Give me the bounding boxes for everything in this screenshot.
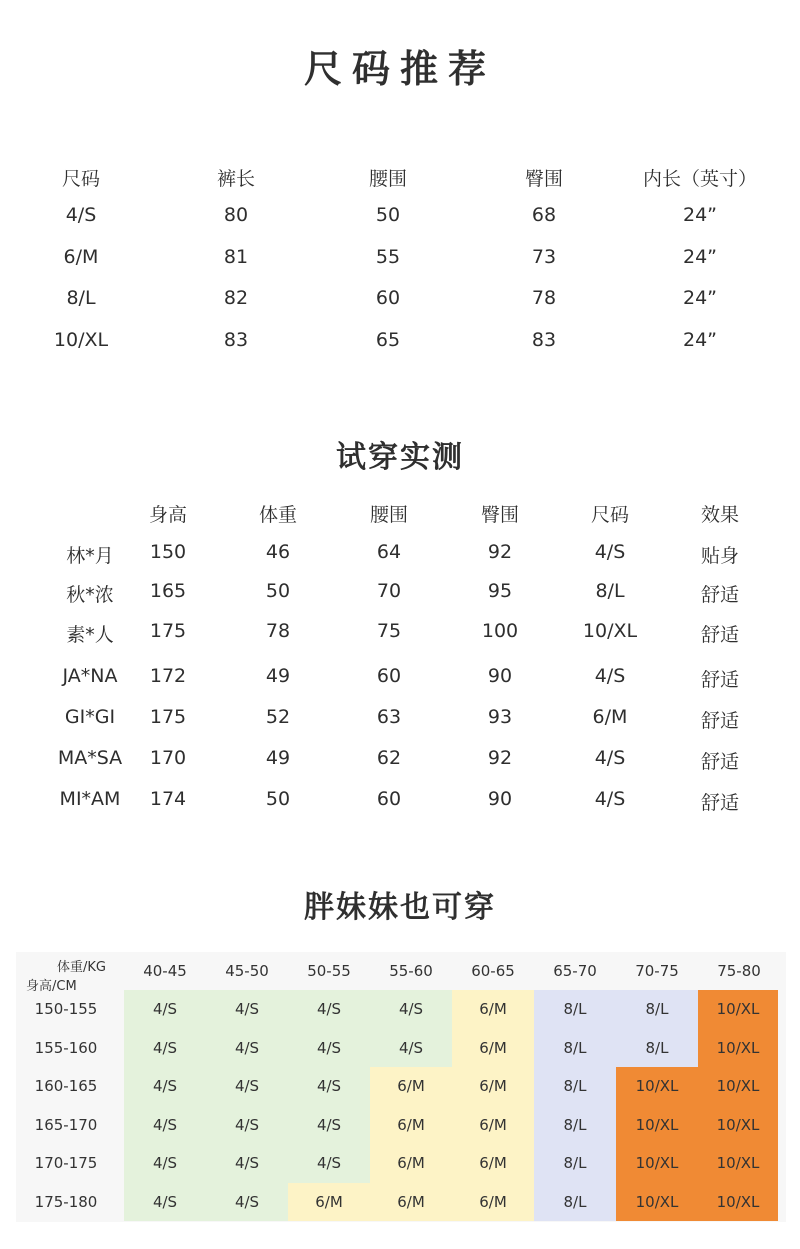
size-grid-cell: 4/S [124, 1183, 206, 1222]
try-on-cell: 49 [265, 665, 291, 687]
try-on-cell: 175 [149, 620, 187, 642]
try-on-cell: 165 [149, 580, 187, 602]
try-on-cell: 49 [265, 747, 291, 769]
try-on-cell: 4/S [594, 747, 626, 769]
size-grid-cell: 4/S [124, 1067, 206, 1106]
size-grid-cell: 10/XL [698, 990, 778, 1029]
size-grid-cell: 4/S [288, 990, 370, 1029]
size-grid-cell: 4/S [288, 1144, 370, 1183]
try-on-cell: 4/S [594, 788, 626, 810]
height-range-label: 160-165 [34, 1077, 98, 1095]
try-on-cell: 150 [149, 541, 187, 563]
try-on-title: 试穿实测 [336, 440, 464, 475]
weight-range-header: 55-60 [389, 962, 433, 980]
size-grid-cell: 10/XL [616, 1144, 698, 1183]
size-grid-cell: 6/M [452, 1106, 534, 1145]
try-on-cell: 93 [487, 706, 513, 728]
size-grid-cell: 6/M [370, 1067, 452, 1106]
size-grid-cell: 8/L [534, 1183, 616, 1222]
size-grid-cell: 6/M [452, 1067, 534, 1106]
plus-size-title: 胖妹妹也可穿 [304, 890, 496, 925]
size-table-header: 内长（英寸） [642, 168, 757, 190]
size-grid-cell: 6/M [370, 1183, 452, 1222]
weight-range-header: 65-70 [553, 962, 597, 980]
size-table-cell: 24” [682, 329, 718, 351]
size-grid-cell: 4/S [370, 990, 452, 1029]
size-grid-cell: 10/XL [616, 1067, 698, 1106]
try-on-cell: 4/S [594, 541, 626, 563]
try-on-cell: 92 [487, 541, 513, 563]
size-grid-cell: 4/S [288, 1067, 370, 1106]
size-table-cell: 81 [223, 246, 249, 268]
try-on-cell: 8/L [595, 580, 625, 602]
try-on-cell: 64 [376, 541, 402, 563]
try-on-cell: 6/M [592, 706, 628, 728]
size-grid-cell: 6/M [452, 1183, 534, 1222]
try-on-cell: 林*月 [66, 545, 114, 567]
size-grid-cell: 6/M [370, 1144, 452, 1183]
size-grid-cell: 6/M [370, 1106, 452, 1145]
size-grid-cell: 8/L [534, 1067, 616, 1106]
try-on-cell: 50 [265, 788, 291, 810]
try-on-cell: 62 [376, 747, 402, 769]
try-on-cell: 92 [487, 747, 513, 769]
size-grid-cell: 4/S [288, 1029, 370, 1068]
size-grid-cell: 4/S [206, 1029, 288, 1068]
try-on-cell: MI*AM [59, 788, 121, 810]
weight-range-header: 40-45 [143, 962, 187, 980]
size-grid-cell: 4/S [206, 1106, 288, 1145]
size-table-cell: 60 [375, 287, 401, 309]
size-table-cell: 6/M [63, 246, 99, 268]
size-table-cell: 10/XL [53, 329, 109, 351]
size-table-cell: 80 [223, 204, 249, 226]
try-on-cell: 舒适 [700, 669, 739, 691]
size-grid-cell: 6/M [452, 1144, 534, 1183]
try-on-cell: 60 [376, 665, 402, 687]
size-table-cell: 24” [682, 246, 718, 268]
size-table-cell: 83 [223, 329, 249, 351]
size-grid-cell: 10/XL [616, 1106, 698, 1145]
try-on-cell: 78 [265, 620, 291, 642]
size-grid-cell: 8/L [534, 990, 616, 1029]
weight-range-header: 50-55 [307, 962, 351, 980]
size-grid-cell: 4/S [206, 1067, 288, 1106]
size-grid-cell: 4/S [124, 1029, 206, 1068]
try-on-cell: GI*GI [64, 706, 116, 728]
size-table-cell: 78 [531, 287, 557, 309]
try-on-cell: 舒适 [700, 751, 739, 773]
size-table-cell: 4/S [65, 204, 97, 226]
size-grid-cell: 4/S [124, 1144, 206, 1183]
try-on-cell: 舒适 [700, 792, 739, 814]
try-on-cell: 4/S [594, 665, 626, 687]
try-on-header: 身高 [148, 504, 187, 526]
size-table-cell: 8/L [66, 287, 96, 309]
height-range-label: 175-180 [34, 1192, 98, 1211]
try-on-cell: 10/XL [582, 620, 638, 642]
grid-corner-weight-label: 体重/KG [57, 960, 106, 975]
size-grid-cell: 10/XL [698, 1183, 778, 1222]
try-on-cell: 50 [265, 580, 291, 602]
size-table-cell: 50 [375, 204, 401, 226]
size-grid-cell: 4/S [370, 1029, 452, 1068]
height-range-label: 150-155 [34, 1000, 98, 1018]
weight-range-header: 75-80 [717, 962, 761, 980]
size-grid-cell: 10/XL [698, 1144, 778, 1183]
try-on-cell: 75 [376, 620, 402, 642]
size-recommend-title: 尺码推荐 [303, 47, 496, 91]
height-range-label: 165-170 [34, 1115, 98, 1134]
try-on-cell: 175 [149, 706, 187, 728]
try-on-header: 腰围 [369, 504, 408, 526]
size-table-header: 臀围 [524, 168, 563, 190]
size-table-header: 尺码 [61, 168, 100, 190]
try-on-cell: JA*NA [62, 665, 118, 687]
try-on-cell: 52 [265, 706, 291, 728]
try-on-cell: 贴身 [700, 545, 739, 567]
try-on-cell: 90 [487, 665, 513, 687]
size-table-cell: 65 [375, 329, 401, 351]
size-grid-cell: 4/S [206, 1144, 288, 1183]
try-on-cell: 100 [481, 620, 519, 642]
size-grid-cell: 4/S [124, 990, 206, 1029]
size-table-cell: 83 [531, 329, 557, 351]
try-on-cell: 46 [265, 541, 291, 563]
size-grid-cell: 10/XL [698, 1106, 778, 1145]
size-grid-cell: 10/XL [616, 1183, 698, 1222]
weight-range-header: 70-75 [635, 962, 679, 980]
try-on-cell: 170 [149, 747, 187, 769]
size-grid-cell: 10/XL [698, 1029, 778, 1068]
size-grid-cell: 6/M [452, 990, 534, 1029]
try-on-header: 臀围 [480, 504, 519, 526]
try-on-cell: 174 [149, 788, 187, 810]
size-grid-cell: 4/S [206, 990, 288, 1029]
size-table-header: 裤长 [216, 168, 255, 190]
try-on-header: 尺码 [590, 504, 629, 526]
try-on-header: 效果 [700, 504, 739, 526]
try-on-cell: 172 [149, 665, 187, 687]
try-on-cell: 舒适 [700, 710, 739, 732]
try-on-cell: 舒适 [700, 584, 739, 606]
size-table-cell: 55 [375, 246, 401, 268]
try-on-cell: 素*人 [66, 624, 114, 646]
weight-range-header: 45-50 [225, 962, 269, 980]
try-on-cell: 60 [376, 788, 402, 810]
size-table-cell: 24” [682, 204, 718, 226]
size-grid-cell: 8/L [534, 1144, 616, 1183]
weight-range-header: 60-65 [471, 962, 515, 980]
size-table-cell: 24” [682, 287, 718, 309]
try-on-cell: 63 [376, 706, 402, 728]
size-table-cell: 73 [531, 246, 557, 268]
size-grid-cell: 4/S [124, 1106, 206, 1145]
size-grid-cell: 4/S [288, 1106, 370, 1145]
try-on-cell: 90 [487, 788, 513, 810]
size-grid-cell: 10/XL [698, 1067, 778, 1106]
try-on-cell: 95 [487, 580, 513, 602]
size-table-cell: 82 [223, 287, 249, 309]
try-on-cell: 70 [376, 580, 402, 602]
size-table-header: 腰围 [368, 168, 407, 190]
try-on-cell: 舒适 [700, 624, 739, 646]
size-table-cell: 68 [531, 204, 557, 226]
size-grid-cell: 6/M [452, 1029, 534, 1068]
height-range-label: 170-175 [34, 1154, 98, 1172]
try-on-header: 体重 [258, 504, 297, 526]
try-on-cell: 秋*浓 [66, 584, 114, 606]
size-grid-cell: 8/L [534, 1106, 616, 1145]
size-grid-cell: 6/M [288, 1183, 370, 1222]
try-on-cell: MA*SA [57, 747, 123, 769]
height-range-label: 155-160 [34, 1038, 98, 1057]
grid-corner-height-label: 身高/CM [26, 979, 77, 994]
size-grid-cell: 8/L [534, 1029, 616, 1068]
size-grid-cell: 8/L [616, 990, 698, 1029]
size-grid-cell: 4/S [206, 1183, 288, 1222]
size-grid-cell: 8/L [616, 1029, 698, 1068]
